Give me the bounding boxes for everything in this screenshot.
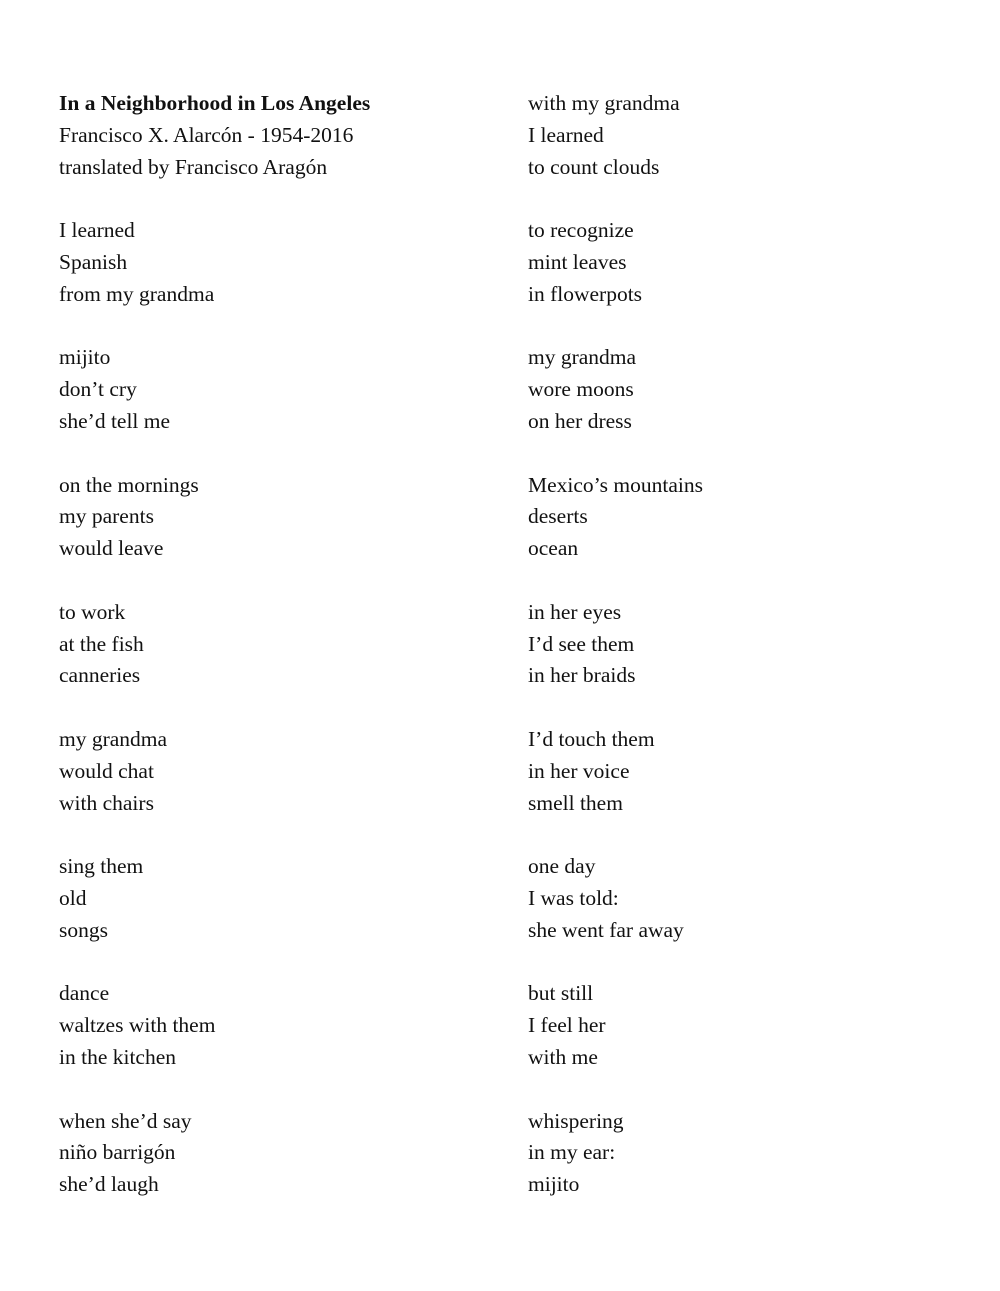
stanza-gap [528, 692, 968, 724]
poem-line: from my grandma [59, 281, 215, 306]
stanza [59, 724, 499, 819]
stanza-gap [528, 183, 968, 215]
poem-line: at the fish [59, 631, 144, 656]
poem-line: I learned [59, 218, 135, 243]
stanza-gap [59, 947, 499, 979]
stanza-gap [528, 1074, 968, 1106]
poem-line: in her eyes [528, 599, 622, 624]
poem-line: Spanish [59, 249, 128, 274]
poem-line: whispering [528, 1108, 624, 1133]
stanza-gap [59, 311, 499, 343]
poem-line: I learned [528, 122, 604, 147]
stanza [528, 470, 968, 565]
poem-line: one day [528, 854, 596, 879]
stanza [528, 851, 968, 946]
stanza [59, 215, 499, 310]
stanza-gap [528, 565, 968, 597]
stanza-gap [59, 692, 499, 724]
stanza [59, 1106, 499, 1201]
poem-line: she’d tell me [59, 408, 171, 433]
stanza [59, 851, 499, 946]
poem-line: smell them [528, 790, 623, 815]
stanza-gap [59, 565, 499, 597]
poem-line: would leave [59, 536, 164, 561]
poem-line: mijito [59, 345, 111, 370]
stanza-gap [528, 819, 968, 851]
poem-line: but still [528, 981, 594, 1006]
poem-line: mint leaves [528, 249, 627, 274]
poem-line: wore moons [528, 377, 634, 402]
poem-line: she went far away [528, 917, 684, 942]
right-column [528, 88, 968, 1201]
stanza [528, 724, 968, 819]
stanza [528, 597, 968, 692]
stanza-gap [528, 438, 968, 470]
stanza [59, 978, 499, 1073]
poem-line: to work [59, 599, 126, 624]
right-stanzas [528, 88, 968, 1201]
stanza-gap [59, 183, 499, 215]
stanza-gap [59, 819, 499, 851]
poem-line: with me [528, 1044, 598, 1069]
poem-line: on the mornings [59, 472, 199, 497]
poem-line: ocean [528, 536, 579, 561]
stanza-gap [59, 1074, 499, 1106]
poem-line: in my ear: [528, 1140, 616, 1165]
poem-line: I’d see them [528, 631, 635, 656]
stanza [59, 342, 499, 437]
poem-line: to recognize [528, 218, 634, 243]
poem-line: in her braids [528, 663, 636, 688]
poem-line: my grandma [59, 726, 168, 751]
poem-line: I feel her [528, 1013, 606, 1038]
poem-line: mijito [528, 1172, 580, 1197]
left-stanzas [59, 215, 499, 1201]
poem-line: canneries [59, 663, 141, 688]
poem-line: deserts [528, 504, 588, 529]
poem-line: Mexico’s mountains [528, 472, 703, 497]
left-column [59, 88, 499, 1201]
stanza [528, 1106, 968, 1201]
poem-line: my grandma [528, 345, 637, 370]
poem-translator: translated by Francisco Aragón [59, 154, 328, 179]
poem-line: to count clouds [528, 154, 660, 179]
poem-line: in flowerpots [528, 281, 643, 306]
poem-line: with my grandma [528, 91, 680, 115]
poem-line: old [59, 885, 87, 910]
poem-line: when she’d say [59, 1108, 192, 1133]
poem-line: would chat [59, 758, 154, 783]
stanza [59, 597, 499, 692]
poem-line: she’d laugh [59, 1172, 159, 1197]
poem-line: dance [59, 981, 110, 1006]
poem-line: sing them [59, 854, 144, 879]
poem-line: with chairs [59, 790, 154, 815]
poem-line: on her dress [528, 408, 632, 433]
poem-line: niño barrigón [59, 1140, 176, 1165]
poem-line: waltzes with them [59, 1013, 216, 1038]
poem-line: in her voice [528, 758, 630, 783]
poem-author: Francisco X. Alarcón - 1954-2016 [59, 122, 354, 147]
stanza [528, 215, 968, 310]
poem-line: songs [59, 917, 108, 942]
stanza-gap [528, 947, 968, 979]
stanza-gap [59, 438, 499, 470]
stanza [59, 470, 499, 565]
stanza [528, 88, 968, 183]
stanza [528, 342, 968, 437]
stanza-gap [528, 311, 968, 343]
poem-line: don’t cry [59, 377, 137, 402]
poem-line: I was told: [528, 885, 619, 910]
poem-line: in the kitchen [59, 1044, 177, 1069]
poem-line: I’d touch them [528, 726, 655, 751]
poem-line: my parents [59, 504, 154, 529]
stanza [528, 978, 968, 1073]
poem-title: In a Neighborhood in Los Angeles [59, 91, 371, 115]
